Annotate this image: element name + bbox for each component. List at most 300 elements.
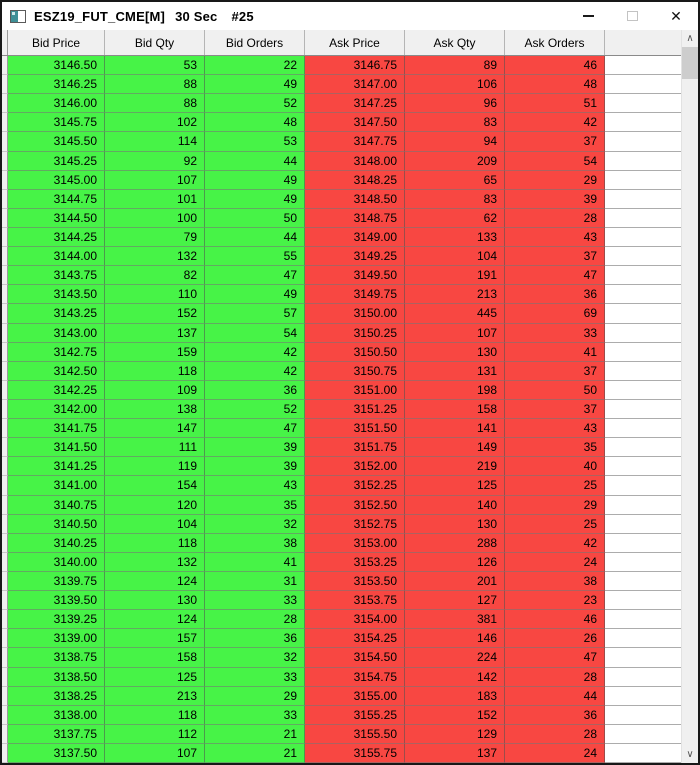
- bid-qty-cell[interactable]: 137: [105, 324, 205, 343]
- bid-orders-cell[interactable]: 54: [205, 324, 305, 343]
- bid-orders-cell[interactable]: 53: [205, 132, 305, 151]
- depth-row: [2, 744, 681, 763]
- bid-orders-cell[interactable]: 49: [205, 75, 305, 94]
- ask-qty-cell[interactable]: 94: [405, 132, 505, 151]
- depth-row: [2, 75, 681, 94]
- depth-row: [2, 171, 681, 190]
- filler-cell: [605, 706, 681, 725]
- ask-qty-cell[interactable]: 107: [405, 324, 505, 343]
- bid-price-cell[interactable]: 3142.25: [8, 381, 105, 400]
- ask-orders-cell[interactable]: 33: [505, 324, 605, 343]
- ask-price-cell[interactable]: 3148.25: [305, 171, 405, 190]
- ask-qty-cell[interactable]: 137: [405, 744, 505, 763]
- bid-price-cell[interactable]: 3139.50: [8, 591, 105, 610]
- depth-row: [2, 457, 681, 476]
- ask-orders-cell[interactable]: 24: [505, 744, 605, 763]
- bid-price-cell[interactable]: 3140.75: [8, 496, 105, 515]
- ask-qty-cell[interactable]: 191: [405, 266, 505, 285]
- depth-row: [2, 687, 681, 706]
- bid-price-cell[interactable]: 3142.00: [8, 400, 105, 419]
- maximize-button[interactable]: [610, 2, 654, 30]
- ask-orders-cell[interactable]: 37: [505, 247, 605, 266]
- filler-cell: [605, 304, 681, 323]
- ask-price-cell[interactable]: 3155.75: [305, 744, 405, 763]
- bid-price-cell[interactable]: 3145.25: [8, 152, 105, 171]
- ask-qty-cell[interactable]: 106: [405, 75, 505, 94]
- ask-qty-cell[interactable]: 126: [405, 553, 505, 572]
- depth-row: [2, 304, 681, 323]
- bid-price-cell[interactable]: 3143.50: [8, 285, 105, 304]
- ask-orders-cell[interactable]: 47: [505, 266, 605, 285]
- bid-orders-cell[interactable]: 22: [205, 56, 305, 75]
- bid-price-cell[interactable]: 3146.25: [8, 75, 105, 94]
- bid-price-cell[interactable]: 3144.75: [8, 190, 105, 209]
- depth-row: [2, 266, 681, 285]
- filler-cell: [605, 648, 681, 667]
- bid-qty-cell[interactable]: 101: [105, 190, 205, 209]
- depth-row: [2, 629, 681, 648]
- bid-qty-cell[interactable]: 120: [105, 496, 205, 515]
- filler-cell: [605, 400, 681, 419]
- ask-qty-cell[interactable]: 130: [405, 515, 505, 534]
- bid-orders-cell[interactable]: 49: [205, 171, 305, 190]
- ask-price-cell[interactable]: 3154.50: [305, 648, 405, 667]
- title-symbol: ESZ19_FUT_CME[M]: [34, 8, 166, 24]
- filler-cell: [605, 438, 681, 457]
- ask-orders-cell[interactable]: 38: [505, 572, 605, 591]
- ask-qty-cell[interactable]: 83: [405, 190, 505, 209]
- ask-orders-cell[interactable]: 28: [505, 209, 605, 228]
- ask-qty-cell[interactable]: 129: [405, 725, 505, 744]
- bid-qty-cell[interactable]: 147: [105, 419, 205, 438]
- bid-orders-cell[interactable]: 50: [205, 209, 305, 228]
- ask-price-cell[interactable]: 3154.75: [305, 668, 405, 687]
- scroll-up-button[interactable]: [682, 30, 698, 47]
- bid-price-cell[interactable]: 3143.00: [8, 324, 105, 343]
- ask-price-cell[interactable]: 3154.00: [305, 610, 405, 629]
- bid-orders-cell[interactable]: 39: [205, 457, 305, 476]
- close-button[interactable]: [654, 2, 698, 30]
- ask-qty-cell[interactable]: 65: [405, 171, 505, 190]
- bid-qty-cell[interactable]: 132: [105, 553, 205, 572]
- ask-qty-cell[interactable]: 62: [405, 209, 505, 228]
- depth-row: [2, 132, 681, 151]
- ask-orders-cell[interactable]: 41: [505, 343, 605, 362]
- ask-qty-cell[interactable]: 213: [405, 285, 505, 304]
- filler-cell: [605, 553, 681, 572]
- ask-qty-cell[interactable]: 127: [405, 591, 505, 610]
- depth-row: [2, 648, 681, 667]
- filler-cell: [605, 496, 681, 515]
- ask-orders-cell[interactable]: 47: [505, 648, 605, 667]
- bid-orders-cell[interactable]: 52: [205, 94, 305, 113]
- bid-qty-cell[interactable]: 159: [105, 343, 205, 362]
- bid-qty-cell[interactable]: 130: [105, 591, 205, 610]
- bid-price-cell[interactable]: 3145.50: [8, 132, 105, 151]
- bid-orders-cell[interactable]: 48: [205, 113, 305, 132]
- filler-cell: [605, 381, 681, 400]
- ask-qty-cell[interactable]: 201: [405, 572, 505, 591]
- ask-qty-cell[interactable]: 131: [405, 362, 505, 381]
- bid-orders-cell[interactable]: 55: [205, 247, 305, 266]
- ask-orders-cell[interactable]: 43: [505, 419, 605, 438]
- ask-price-cell[interactable]: 3155.00: [305, 687, 405, 706]
- ask-price-cell[interactable]: 3151.25: [305, 400, 405, 419]
- filler-cell: [605, 247, 681, 266]
- bid-orders-cell[interactable]: 57: [205, 304, 305, 323]
- ask-price-cell[interactable]: 3146.75: [305, 56, 405, 75]
- bid-qty-cell[interactable]: 88: [105, 94, 205, 113]
- filler-cell: [605, 152, 681, 171]
- filler-cell: [605, 228, 681, 247]
- depth-row: [2, 152, 681, 171]
- bid-price-cell[interactable]: 3141.75: [8, 419, 105, 438]
- filler-cell: [605, 56, 681, 75]
- bid-qty-cell[interactable]: 158: [105, 648, 205, 667]
- ask-price-cell[interactable]: 3148.50: [305, 190, 405, 209]
- app-icon: [10, 10, 26, 23]
- minimize-icon: [583, 15, 594, 17]
- ask-price-cell[interactable]: 3147.75: [305, 132, 405, 151]
- ask-price-cell[interactable]: 3152.50: [305, 496, 405, 515]
- bid-qty-cell[interactable]: 110: [105, 285, 205, 304]
- bid-orders-cell[interactable]: 29: [205, 687, 305, 706]
- depth-table: [2, 30, 681, 763]
- ask-price-cell[interactable]: 3153.25: [305, 553, 405, 572]
- bid-qty-cell[interactable]: 125: [105, 668, 205, 687]
- filler-cell: [605, 744, 681, 763]
- ask-qty-cell[interactable]: 130: [405, 343, 505, 362]
- ask-price-cell[interactable]: 3147.25: [305, 94, 405, 113]
- bid-price-cell[interactable]: 3138.00: [8, 706, 105, 725]
- ask-qty-cell[interactable]: 198: [405, 381, 505, 400]
- bid-orders-cell[interactable]: 33: [205, 591, 305, 610]
- depth-row: [2, 324, 681, 343]
- bid-orders-cell[interactable]: 33: [205, 706, 305, 725]
- ask-price-cell[interactable]: 3152.00: [305, 457, 405, 476]
- ask-orders-cell[interactable]: 44: [505, 687, 605, 706]
- ask-price-cell[interactable]: 3150.00: [305, 304, 405, 323]
- bid-price-cell[interactable]: 3138.50: [8, 668, 105, 687]
- bid-price-cell[interactable]: 3138.75: [8, 648, 105, 667]
- ask-qty-cell[interactable]: 133: [405, 228, 505, 247]
- ask-price-cell[interactable]: 3149.00: [305, 228, 405, 247]
- bid-orders-cell[interactable]: 41: [205, 553, 305, 572]
- bid-orders-cell[interactable]: 32: [205, 648, 305, 667]
- bid-price-cell[interactable]: 3146.00: [8, 94, 105, 113]
- depth-row: [2, 343, 681, 362]
- bid-orders-cell[interactable]: 21: [205, 744, 305, 763]
- bid-qty-cell[interactable]: 118: [105, 362, 205, 381]
- bid-qty-cell[interactable]: 111: [105, 438, 205, 457]
- ask-orders-cell[interactable]: 37: [505, 132, 605, 151]
- depth-row: [2, 228, 681, 247]
- ask-qty-cell[interactable]: 445: [405, 304, 505, 323]
- depth-row: [2, 362, 681, 381]
- bid-price-cell[interactable]: 3140.50: [8, 515, 105, 534]
- ask-qty-cell[interactable]: 209: [405, 152, 505, 171]
- ask-price-cell[interactable]: 3150.50: [305, 343, 405, 362]
- bid-orders-cell[interactable]: 49: [205, 190, 305, 209]
- bid-qty-cell[interactable]: 100: [105, 209, 205, 228]
- bid-qty-cell[interactable]: 114: [105, 132, 205, 151]
- bid-qty-cell[interactable]: 107: [105, 171, 205, 190]
- ask-price-cell[interactable]: 3151.00: [305, 381, 405, 400]
- depth-row: [2, 56, 681, 75]
- ask-qty-cell[interactable]: 140: [405, 496, 505, 515]
- filler-cell: [605, 419, 681, 438]
- minimize-button[interactable]: [566, 2, 610, 30]
- ask-orders-cell[interactable]: 29: [505, 496, 605, 515]
- ask-orders-cell[interactable]: 29: [505, 171, 605, 190]
- ask-price-cell[interactable]: 3150.75: [305, 362, 405, 381]
- ask-price-cell[interactable]: 3149.75: [305, 285, 405, 304]
- ask-qty-cell[interactable]: 381: [405, 610, 505, 629]
- ask-orders-cell[interactable]: 37: [505, 400, 605, 419]
- header-bid-orders[interactable]: Bid Orders: [205, 30, 305, 55]
- ask-orders-cell[interactable]: 43: [505, 228, 605, 247]
- filler-cell: [605, 534, 681, 553]
- ask-price-cell[interactable]: 3150.25: [305, 324, 405, 343]
- ask-price-cell[interactable]: 3155.50: [305, 725, 405, 744]
- filler-cell: [605, 94, 681, 113]
- ask-orders-cell[interactable]: 28: [505, 725, 605, 744]
- bid-qty-cell[interactable]: 53: [105, 56, 205, 75]
- chevron-up-icon: ∧: [686, 32, 694, 44]
- ask-price-cell[interactable]: 3151.50: [305, 419, 405, 438]
- bid-orders-cell[interactable]: 44: [205, 228, 305, 247]
- bid-orders-cell[interactable]: 35: [205, 496, 305, 515]
- bid-price-cell[interactable]: 3139.25: [8, 610, 105, 629]
- scrollbar-thumb[interactable]: [682, 47, 698, 79]
- ask-qty-cell[interactable]: 224: [405, 648, 505, 667]
- depth-row: [2, 515, 681, 534]
- filler-cell: [605, 687, 681, 706]
- depth-row: [2, 591, 681, 610]
- filler-cell: [605, 113, 681, 132]
- ask-orders-cell[interactable]: 28: [505, 668, 605, 687]
- ask-qty-cell[interactable]: 149: [405, 438, 505, 457]
- bid-price-cell[interactable]: 3142.50: [8, 362, 105, 381]
- bid-qty-cell[interactable]: 112: [105, 725, 205, 744]
- bid-qty-cell[interactable]: 92: [105, 152, 205, 171]
- depth-row: [2, 285, 681, 304]
- ask-price-cell[interactable]: 3153.50: [305, 572, 405, 591]
- bid-orders-cell[interactable]: 21: [205, 725, 305, 744]
- bid-orders-cell[interactable]: 49: [205, 285, 305, 304]
- bid-orders-cell[interactable]: 32: [205, 515, 305, 534]
- ask-qty-cell[interactable]: 104: [405, 247, 505, 266]
- depth-row: [2, 438, 681, 457]
- ask-price-cell[interactable]: 3151.75: [305, 438, 405, 457]
- bid-qty-cell[interactable]: 152: [105, 304, 205, 323]
- ask-orders-cell[interactable]: 46: [505, 610, 605, 629]
- filler-cell: [605, 476, 681, 495]
- bid-qty-cell[interactable]: 88: [105, 75, 205, 94]
- ask-qty-cell[interactable]: 183: [405, 687, 505, 706]
- bid-orders-cell[interactable]: 36: [205, 629, 305, 648]
- ask-orders-cell[interactable]: 42: [505, 113, 605, 132]
- bid-qty-cell[interactable]: 109: [105, 381, 205, 400]
- bid-price-cell[interactable]: 3139.00: [8, 629, 105, 648]
- ask-orders-cell[interactable]: 26: [505, 629, 605, 648]
- bid-price-cell[interactable]: 3145.75: [8, 113, 105, 132]
- bid-price-cell[interactable]: 3137.75: [8, 725, 105, 744]
- ask-orders-cell[interactable]: 24: [505, 553, 605, 572]
- ask-orders-cell[interactable]: 35: [505, 438, 605, 457]
- ask-orders-cell[interactable]: 42: [505, 534, 605, 553]
- bid-qty-cell[interactable]: 154: [105, 476, 205, 495]
- bid-orders-cell[interactable]: 47: [205, 419, 305, 438]
- ask-price-cell[interactable]: 3152.75: [305, 515, 405, 534]
- depth-row: [2, 247, 681, 266]
- bid-qty-cell[interactable]: 104: [105, 515, 205, 534]
- bid-orders-cell[interactable]: 36: [205, 381, 305, 400]
- ask-orders-cell[interactable]: 46: [505, 56, 605, 75]
- header-ask-price[interactable]: Ask Price: [305, 30, 405, 55]
- ask-price-cell[interactable]: 3149.25: [305, 247, 405, 266]
- bid-orders-cell[interactable]: 28: [205, 610, 305, 629]
- bid-qty-cell[interactable]: 82: [105, 266, 205, 285]
- ask-orders-cell[interactable]: 39: [505, 190, 605, 209]
- ask-qty-cell[interactable]: 83: [405, 113, 505, 132]
- depth-row: [2, 476, 681, 495]
- ask-price-cell[interactable]: 3148.75: [305, 209, 405, 228]
- ask-qty-cell[interactable]: 142: [405, 668, 505, 687]
- bid-price-cell[interactable]: 3144.00: [8, 247, 105, 266]
- window-title: [34, 9, 254, 24]
- depth-row: [2, 94, 681, 113]
- bid-orders-cell[interactable]: 44: [205, 152, 305, 171]
- ask-qty-cell[interactable]: 152: [405, 706, 505, 725]
- bid-price-cell[interactable]: 3140.00: [8, 553, 105, 572]
- bid-qty-cell[interactable]: 119: [105, 457, 205, 476]
- bid-orders-cell[interactable]: 52: [205, 400, 305, 419]
- bid-qty-cell[interactable]: 118: [105, 534, 205, 553]
- ask-price-cell[interactable]: 3155.25: [305, 706, 405, 725]
- ask-price-cell[interactable]: 3147.00: [305, 75, 405, 94]
- content-area: [2, 30, 698, 763]
- bid-qty-cell[interactable]: 213: [105, 687, 205, 706]
- bid-price-cell[interactable]: 3137.50: [8, 744, 105, 763]
- ask-orders-cell[interactable]: 54: [505, 152, 605, 171]
- ask-qty-cell[interactable]: 141: [405, 419, 505, 438]
- ask-qty-cell[interactable]: 219: [405, 457, 505, 476]
- filler-cell: [605, 132, 681, 151]
- ask-orders-cell[interactable]: 37: [505, 362, 605, 381]
- ask-orders-cell[interactable]: 51: [505, 94, 605, 113]
- ask-qty-cell[interactable]: 158: [405, 400, 505, 419]
- vertical-scrollbar[interactable]: [681, 30, 698, 763]
- bid-qty-cell[interactable]: 138: [105, 400, 205, 419]
- ask-price-cell[interactable]: 3152.25: [305, 476, 405, 495]
- bid-orders-cell[interactable]: 39: [205, 438, 305, 457]
- close-icon: ✕: [670, 8, 682, 24]
- filler-cell: [605, 343, 681, 362]
- bid-price-cell[interactable]: 3145.00: [8, 171, 105, 190]
- bid-orders-cell[interactable]: 42: [205, 343, 305, 362]
- ask-orders-cell[interactable]: 48: [505, 75, 605, 94]
- ask-orders-cell[interactable]: 25: [505, 476, 605, 495]
- depth-row: [2, 725, 681, 744]
- ask-orders-cell[interactable]: 36: [505, 285, 605, 304]
- ask-orders-cell[interactable]: 25: [505, 515, 605, 534]
- filler-cell: [605, 457, 681, 476]
- ask-price-cell[interactable]: 3149.50: [305, 266, 405, 285]
- bid-qty-cell[interactable]: 102: [105, 113, 205, 132]
- filler-cell: [605, 668, 681, 687]
- bid-qty-cell[interactable]: 79: [105, 228, 205, 247]
- depth-row: [2, 553, 681, 572]
- bid-price-cell[interactable]: 3141.00: [8, 476, 105, 495]
- bid-qty-cell[interactable]: 132: [105, 247, 205, 266]
- bid-qty-cell[interactable]: 157: [105, 629, 205, 648]
- scroll-down-button[interactable]: [682, 746, 698, 763]
- filler-cell: [605, 266, 681, 285]
- bid-price-cell[interactable]: 3141.25: [8, 457, 105, 476]
- bid-price-cell[interactable]: 3142.75: [8, 343, 105, 362]
- ask-price-cell[interactable]: 3147.50: [305, 113, 405, 132]
- ask-orders-cell[interactable]: 40: [505, 457, 605, 476]
- bid-price-cell[interactable]: 3144.25: [8, 228, 105, 247]
- depth-row: [2, 496, 681, 515]
- bid-price-cell[interactable]: 3144.50: [8, 209, 105, 228]
- bid-qty-cell[interactable]: 124: [105, 610, 205, 629]
- bid-price-cell[interactable]: 3138.25: [8, 687, 105, 706]
- header-bid-price[interactable]: Bid Price: [8, 30, 105, 55]
- ask-orders-cell[interactable]: 36: [505, 706, 605, 725]
- filler-cell: [605, 591, 681, 610]
- bid-qty-cell[interactable]: 124: [105, 572, 205, 591]
- bid-orders-cell[interactable]: 38: [205, 534, 305, 553]
- bid-price-cell[interactable]: 3143.75: [8, 266, 105, 285]
- header-filler: [605, 30, 681, 55]
- ask-price-cell[interactable]: 3154.25: [305, 629, 405, 648]
- bid-price-cell[interactable]: 3140.25: [8, 534, 105, 553]
- ask-orders-cell[interactable]: 69: [505, 304, 605, 323]
- ask-price-cell[interactable]: 3148.00: [305, 152, 405, 171]
- ask-qty-cell[interactable]: 89: [405, 56, 505, 75]
- header-ask-orders[interactable]: Ask Orders: [505, 30, 605, 55]
- ask-qty-cell[interactable]: 288: [405, 534, 505, 553]
- header-ask-qty[interactable]: Ask Qty: [405, 30, 505, 55]
- ask-qty-cell[interactable]: 96: [405, 94, 505, 113]
- ask-qty-cell[interactable]: 146: [405, 629, 505, 648]
- bid-orders-cell[interactable]: 33: [205, 668, 305, 687]
- bid-orders-cell[interactable]: 47: [205, 266, 305, 285]
- ask-orders-cell[interactable]: 23: [505, 591, 605, 610]
- bid-qty-cell[interactable]: 118: [105, 706, 205, 725]
- ask-price-cell[interactable]: 3153.00: [305, 534, 405, 553]
- ask-orders-cell[interactable]: 50: [505, 381, 605, 400]
- bid-price-cell[interactable]: 3141.50: [8, 438, 105, 457]
- bid-qty-cell[interactable]: 107: [105, 744, 205, 763]
- ask-price-cell[interactable]: 3153.75: [305, 591, 405, 610]
- depth-row: [2, 610, 681, 629]
- bid-orders-cell[interactable]: 42: [205, 362, 305, 381]
- bid-price-cell[interactable]: 3143.25: [8, 304, 105, 323]
- bid-price-cell[interactable]: 3146.50: [8, 56, 105, 75]
- title-bar[interactable]: [2, 2, 698, 30]
- bid-orders-cell[interactable]: 43: [205, 476, 305, 495]
- chevron-down-icon: ∨: [686, 748, 694, 760]
- bid-price-cell[interactable]: 3139.75: [8, 572, 105, 591]
- header-bid-qty[interactable]: Bid Qty: [105, 30, 205, 55]
- depth-row: [2, 572, 681, 591]
- bid-orders-cell[interactable]: 31: [205, 572, 305, 591]
- ask-qty-cell[interactable]: 125: [405, 476, 505, 495]
- scrollbar-track[interactable]: [682, 79, 698, 746]
